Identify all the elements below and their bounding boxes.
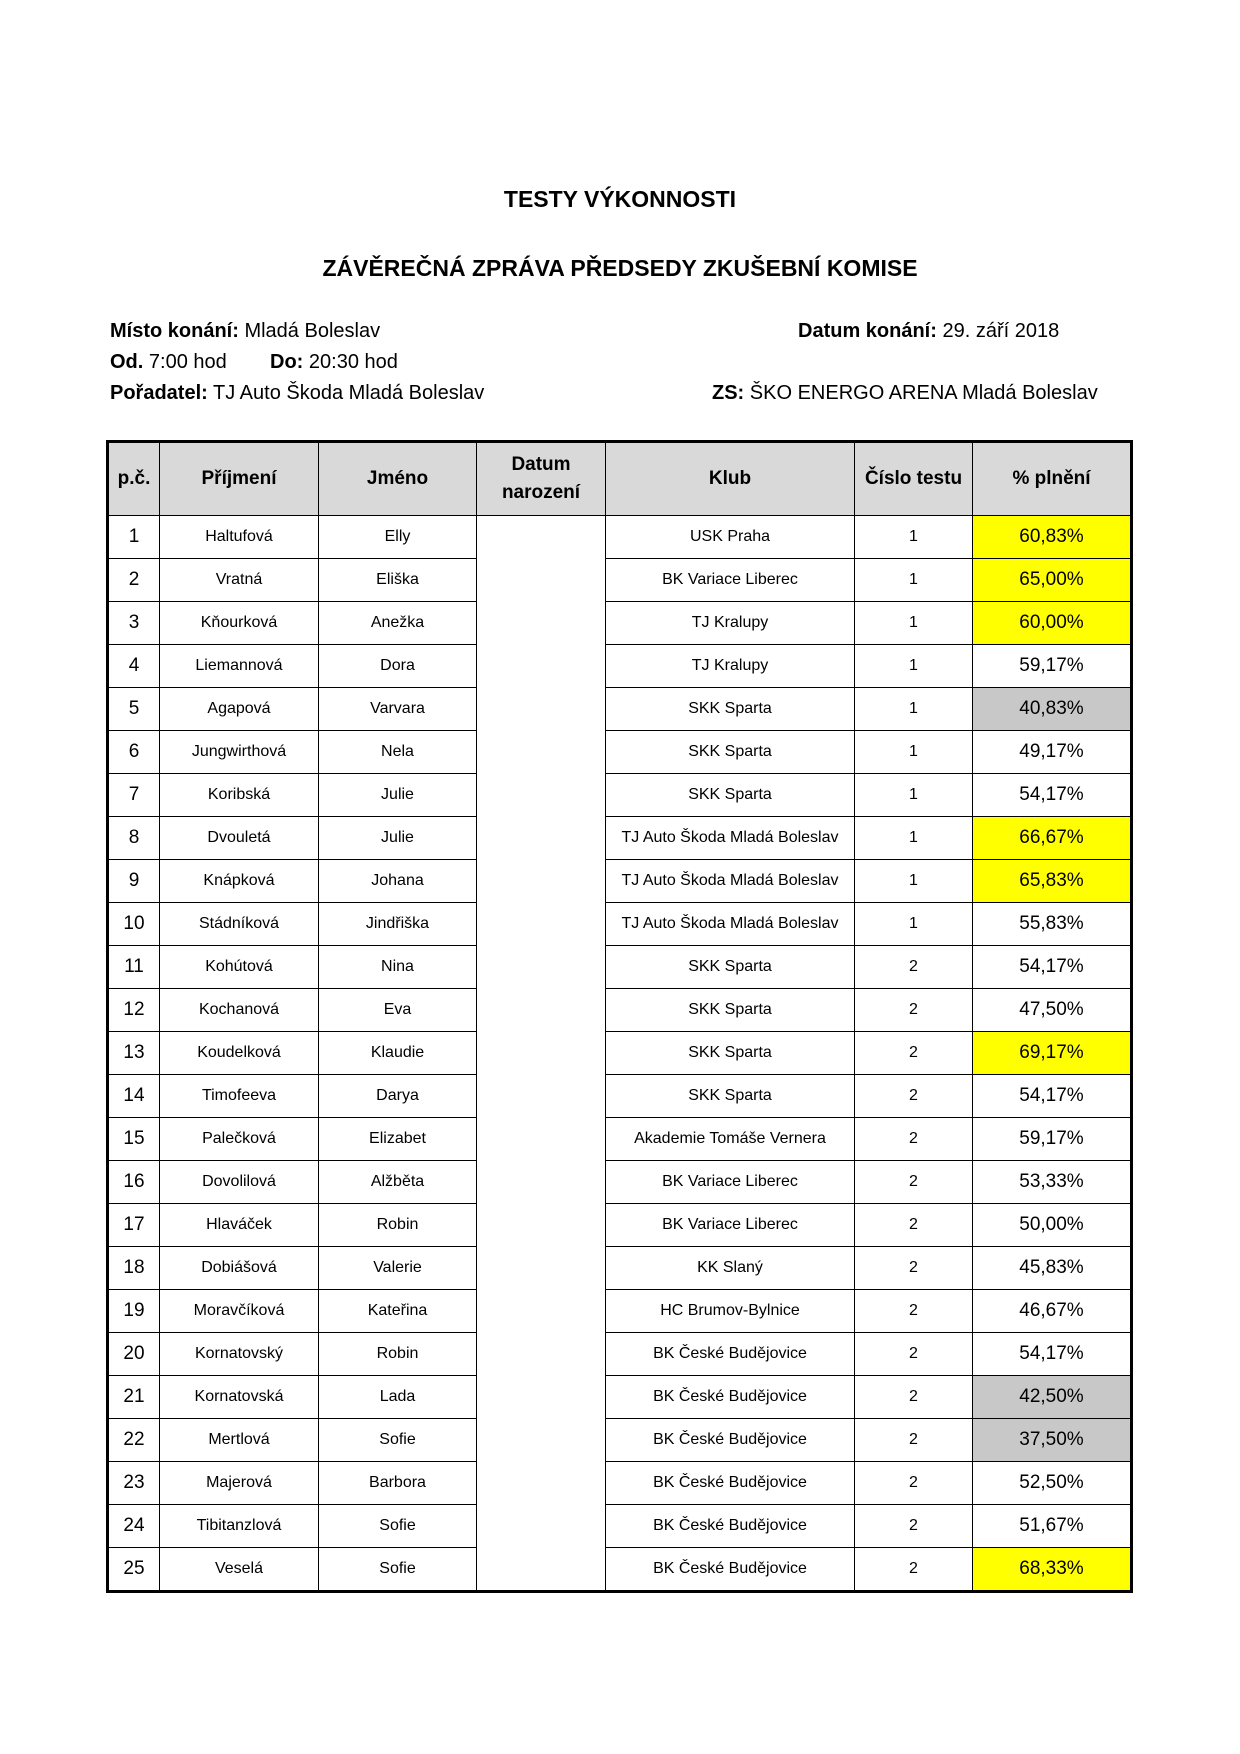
cell-no: 24 (108, 1505, 160, 1548)
cell-surname: Knápková (160, 860, 319, 903)
cell-no: 19 (108, 1290, 160, 1333)
cell-pct: 54,17% (973, 1075, 1132, 1118)
cell-birthdate (477, 774, 606, 817)
cell-test: 1 (855, 731, 973, 774)
cell-test: 1 (855, 774, 973, 817)
cell-surname: Koribská (160, 774, 319, 817)
to-value: 20:30 hod (308, 351, 398, 373)
cell-test: 1 (855, 688, 973, 731)
cell-club: BK Variace Liberec (606, 559, 855, 602)
cell-name: Elly (319, 516, 477, 559)
cell-birthdate (477, 946, 606, 989)
cell-pct: 40,83% (973, 688, 1132, 731)
cell-pct: 54,17% (973, 1333, 1132, 1376)
cell-surname: Mertlová (160, 1419, 319, 1462)
cell-no: 12 (108, 989, 160, 1032)
cell-pct: 49,17% (973, 731, 1132, 774)
from-line (110, 351, 227, 374)
cell-club: TJ Kralupy (606, 645, 855, 688)
cell-club: KK Slaný (606, 1247, 855, 1290)
cell-surname: Haltufová (160, 516, 319, 559)
cell-test: 2 (855, 1247, 973, 1290)
col-header-club: Klub (606, 442, 855, 516)
cell-no: 15 (108, 1118, 160, 1161)
cell-club: SKK Sparta (606, 731, 855, 774)
cell-club: HC Brumov-Bylnice (606, 1290, 855, 1333)
cell-name: Klaudie (319, 1032, 477, 1075)
table-row (108, 1462, 1132, 1505)
table-row (108, 1075, 1132, 1118)
cell-pct: 55,83% (973, 903, 1132, 946)
cell-no: 14 (108, 1075, 160, 1118)
organizer-value: TJ Auto Škoda Mladá Boleslav (213, 382, 485, 404)
table-row (108, 1505, 1132, 1548)
cell-pct: 42,50% (973, 1376, 1132, 1419)
cell-surname: Kňourková (160, 602, 319, 645)
cell-birthdate (477, 1548, 606, 1592)
cell-name: Robin (319, 1204, 477, 1247)
table-row (108, 1290, 1132, 1333)
cell-test: 2 (855, 1462, 973, 1505)
cell-club: TJ Auto Škoda Mladá Boleslav (606, 817, 855, 860)
cell-pct: 54,17% (973, 946, 1132, 989)
cell-pct: 59,17% (973, 645, 1132, 688)
cell-test: 1 (855, 903, 973, 946)
cell-surname: Tibitanzlová (160, 1505, 319, 1548)
cell-birthdate (477, 1505, 606, 1548)
cell-name: Julie (319, 817, 477, 860)
cell-birthdate (477, 817, 606, 860)
cell-no: 6 (108, 731, 160, 774)
cell-birthdate (477, 1161, 606, 1204)
cell-no: 25 (108, 1548, 160, 1592)
cell-birthdate (477, 1247, 606, 1290)
cell-birthdate (477, 1118, 606, 1161)
cell-club: SKK Sparta (606, 1075, 855, 1118)
cell-name: Anežka (319, 602, 477, 645)
cell-club: BK České Budějovice (606, 1505, 855, 1548)
cell-pct: 59,17% (973, 1118, 1132, 1161)
cell-pct: 68,33% (973, 1548, 1132, 1592)
cell-test: 2 (855, 989, 973, 1032)
date-line (798, 320, 1059, 343)
cell-surname: Veselá (160, 1548, 319, 1592)
cell-birthdate (477, 559, 606, 602)
table-row (108, 817, 1132, 860)
cell-birthdate (477, 1376, 606, 1419)
cell-test: 1 (855, 559, 973, 602)
cell-no: 16 (108, 1161, 160, 1204)
cell-club: BK České Budějovice (606, 1376, 855, 1419)
cell-no: 1 (108, 516, 160, 559)
cell-club: SKK Sparta (606, 688, 855, 731)
cell-surname: Stádníková (160, 903, 319, 946)
organizer-line (110, 382, 484, 405)
cell-test: 2 (855, 1548, 973, 1592)
cell-test: 1 (855, 817, 973, 860)
cell-test: 2 (855, 946, 973, 989)
cell-surname: Koudelková (160, 1032, 319, 1075)
cell-birthdate (477, 860, 606, 903)
cell-birthdate (477, 602, 606, 645)
table-row (108, 989, 1132, 1032)
from-label: Od. (110, 351, 144, 373)
cell-name: Lada (319, 1376, 477, 1419)
cell-surname: Liemannová (160, 645, 319, 688)
cell-club: BK České Budějovice (606, 1333, 855, 1376)
cell-name: Eva (319, 989, 477, 1032)
table-row (108, 1419, 1132, 1462)
cell-no: 11 (108, 946, 160, 989)
col-header-no: p.č. (108, 442, 160, 516)
cell-pct: 60,83% (973, 516, 1132, 559)
cell-no: 4 (108, 645, 160, 688)
cell-no: 18 (108, 1247, 160, 1290)
cell-surname: Dvouletá (160, 817, 319, 860)
date-label: Datum konání: (798, 320, 937, 342)
cell-surname: Moravčíková (160, 1290, 319, 1333)
cell-surname: Vratná (160, 559, 319, 602)
cell-birthdate (477, 1204, 606, 1247)
birthdate-label: Datum narození (501, 454, 581, 503)
cell-pct: 37,50% (973, 1419, 1132, 1462)
col-header-name: Jméno (319, 442, 477, 516)
cell-no: 5 (108, 688, 160, 731)
table-row (108, 1247, 1132, 1290)
organizer-label: Pořadatel: (110, 382, 208, 404)
cell-name: Eliška (319, 559, 477, 602)
cell-pct: 65,83% (973, 860, 1132, 903)
cell-name: Kateřina (319, 1290, 477, 1333)
cell-test: 2 (855, 1333, 973, 1376)
cell-birthdate (477, 645, 606, 688)
cell-no: 8 (108, 817, 160, 860)
results-table (106, 440, 1133, 1593)
cell-pct: 54,17% (973, 774, 1132, 817)
cell-club: USK Praha (606, 516, 855, 559)
cell-pct: 47,50% (973, 989, 1132, 1032)
cell-no: 9 (108, 860, 160, 903)
cell-club: TJ Auto Škoda Mladá Boleslav (606, 860, 855, 903)
cell-birthdate (477, 989, 606, 1032)
cell-name: Sofie (319, 1505, 477, 1548)
cell-name: Julie (319, 774, 477, 817)
cell-name: Varvara (319, 688, 477, 731)
table-row (108, 731, 1132, 774)
cell-name: Valerie (319, 1247, 477, 1290)
cell-no: 13 (108, 1032, 160, 1075)
cell-pct: 69,17% (973, 1032, 1132, 1075)
table-row (108, 1333, 1132, 1376)
cell-name: Barbora (319, 1462, 477, 1505)
date-value: 29. září 2018 (942, 320, 1060, 342)
table-row (108, 1204, 1132, 1247)
cell-test: 1 (855, 860, 973, 903)
cell-club: BK České Budějovice (606, 1548, 855, 1592)
cell-pct: 46,67% (973, 1290, 1132, 1333)
cell-no: 21 (108, 1376, 160, 1419)
cell-name: Sofie (319, 1419, 477, 1462)
cell-test: 1 (855, 645, 973, 688)
table-row (108, 559, 1132, 602)
cell-surname: Kohútová (160, 946, 319, 989)
cell-club: BK České Budějovice (606, 1462, 855, 1505)
cell-surname: Majerová (160, 1462, 319, 1505)
cell-birthdate (477, 1419, 606, 1462)
cell-pct: 52,50% (973, 1462, 1132, 1505)
cell-no: 23 (108, 1462, 160, 1505)
cell-club: BK Variace Liberec (606, 1161, 855, 1204)
from-value: 7:00 hod (148, 351, 227, 373)
cell-no: 17 (108, 1204, 160, 1247)
cell-surname: Dobiášová (160, 1247, 319, 1290)
arena-label: ZS: (712, 382, 745, 404)
cell-surname: Palečková (160, 1118, 319, 1161)
cell-no: 2 (108, 559, 160, 602)
cell-name: Darya (319, 1075, 477, 1118)
cell-name: Nela (319, 731, 477, 774)
table-row (108, 903, 1132, 946)
cell-test: 2 (855, 1075, 973, 1118)
cell-club: Akademie Tomáše Vernera (606, 1118, 855, 1161)
cell-no: 22 (108, 1419, 160, 1462)
cell-test: 2 (855, 1505, 973, 1548)
cell-test: 1 (855, 516, 973, 559)
cell-test: 2 (855, 1118, 973, 1161)
table-row (108, 516, 1132, 559)
arena-value: ŠKO ENERGO ARENA Mladá Boleslav (749, 382, 1098, 404)
cell-club: BK Variace Liberec (606, 1204, 855, 1247)
table-row (108, 602, 1132, 645)
cell-test: 1 (855, 602, 973, 645)
cell-pct: 45,83% (973, 1247, 1132, 1290)
cell-club: SKK Sparta (606, 989, 855, 1032)
document-title: TESTY VÝKONNOSTI (503, 186, 737, 212)
cell-surname: Kornatovská (160, 1376, 319, 1419)
cell-surname: Timofeeva (160, 1075, 319, 1118)
col-header-test: Číslo testu (855, 442, 973, 516)
cell-surname: Kornatovský (160, 1333, 319, 1376)
cell-pct: 53,33% (973, 1161, 1132, 1204)
cell-name: Alžběta (319, 1161, 477, 1204)
cell-test: 2 (855, 1419, 973, 1462)
cell-name: Robin (319, 1333, 477, 1376)
table-row (108, 688, 1132, 731)
table-row (108, 1032, 1132, 1075)
cell-name: Sofie (319, 1548, 477, 1592)
cell-name: Elizabet (319, 1118, 477, 1161)
table-row (108, 774, 1132, 817)
cell-birthdate (477, 516, 606, 559)
table-row (108, 1548, 1132, 1592)
table-row (108, 1118, 1132, 1161)
cell-name: Johana (319, 860, 477, 903)
cell-pct: 60,00% (973, 602, 1132, 645)
cell-surname: Kochanová (160, 989, 319, 1032)
cell-test: 2 (855, 1032, 973, 1075)
cell-pct: 50,00% (973, 1204, 1132, 1247)
to-line (270, 351, 398, 374)
cell-birthdate (477, 1075, 606, 1118)
cell-birthdate (477, 1290, 606, 1333)
cell-surname: Hlaváček (160, 1204, 319, 1247)
cell-no: 10 (108, 903, 160, 946)
table-row (108, 860, 1132, 903)
cell-surname: Agapová (160, 688, 319, 731)
table-row (108, 946, 1132, 989)
table-row (108, 645, 1132, 688)
cell-club: BK České Budějovice (606, 1419, 855, 1462)
cell-surname: Jungwirthová (160, 731, 319, 774)
col-header-surname: Příjmení (160, 442, 319, 516)
cell-birthdate (477, 1032, 606, 1075)
cell-birthdate (477, 688, 606, 731)
document-subtitle: ZÁVĚREČNÁ ZPRÁVA PŘEDSEDY ZKUŠEBNÍ KOMISE (322, 255, 918, 281)
table-row (108, 1161, 1132, 1204)
cell-club: TJ Kralupy (606, 602, 855, 645)
table-body (108, 516, 1132, 1592)
cell-club: SKK Sparta (606, 1032, 855, 1075)
cell-no: 3 (108, 602, 160, 645)
place-label: Místo konání: (110, 320, 239, 342)
cell-birthdate (477, 1333, 606, 1376)
cell-birthdate (477, 903, 606, 946)
cell-birthdate (477, 1462, 606, 1505)
cell-birthdate (477, 731, 606, 774)
cell-pct: 66,67% (973, 817, 1132, 860)
cell-club: TJ Auto Škoda Mladá Boleslav (606, 903, 855, 946)
col-header-birthdate (477, 442, 606, 516)
cell-test: 2 (855, 1376, 973, 1419)
cell-club: SKK Sparta (606, 774, 855, 817)
cell-test: 2 (855, 1290, 973, 1333)
place-value: Mladá Boleslav (244, 320, 381, 342)
arena-line (712, 382, 1098, 405)
cell-surname: Dovolilová (160, 1161, 319, 1204)
cell-name: Jindřiška (319, 903, 477, 946)
cell-test: 2 (855, 1161, 973, 1204)
cell-name: Nina (319, 946, 477, 989)
to-label: Do: (270, 351, 304, 373)
table-header-row (108, 442, 1132, 516)
cell-pct: 65,00% (973, 559, 1132, 602)
cell-no: 20 (108, 1333, 160, 1376)
col-header-pct: % plnění (973, 442, 1132, 516)
cell-test: 2 (855, 1204, 973, 1247)
cell-pct: 51,67% (973, 1505, 1132, 1548)
cell-name: Dora (319, 645, 477, 688)
table-row (108, 1376, 1132, 1419)
cell-no: 7 (108, 774, 160, 817)
place-line (110, 320, 380, 343)
cell-club: SKK Sparta (606, 946, 855, 989)
